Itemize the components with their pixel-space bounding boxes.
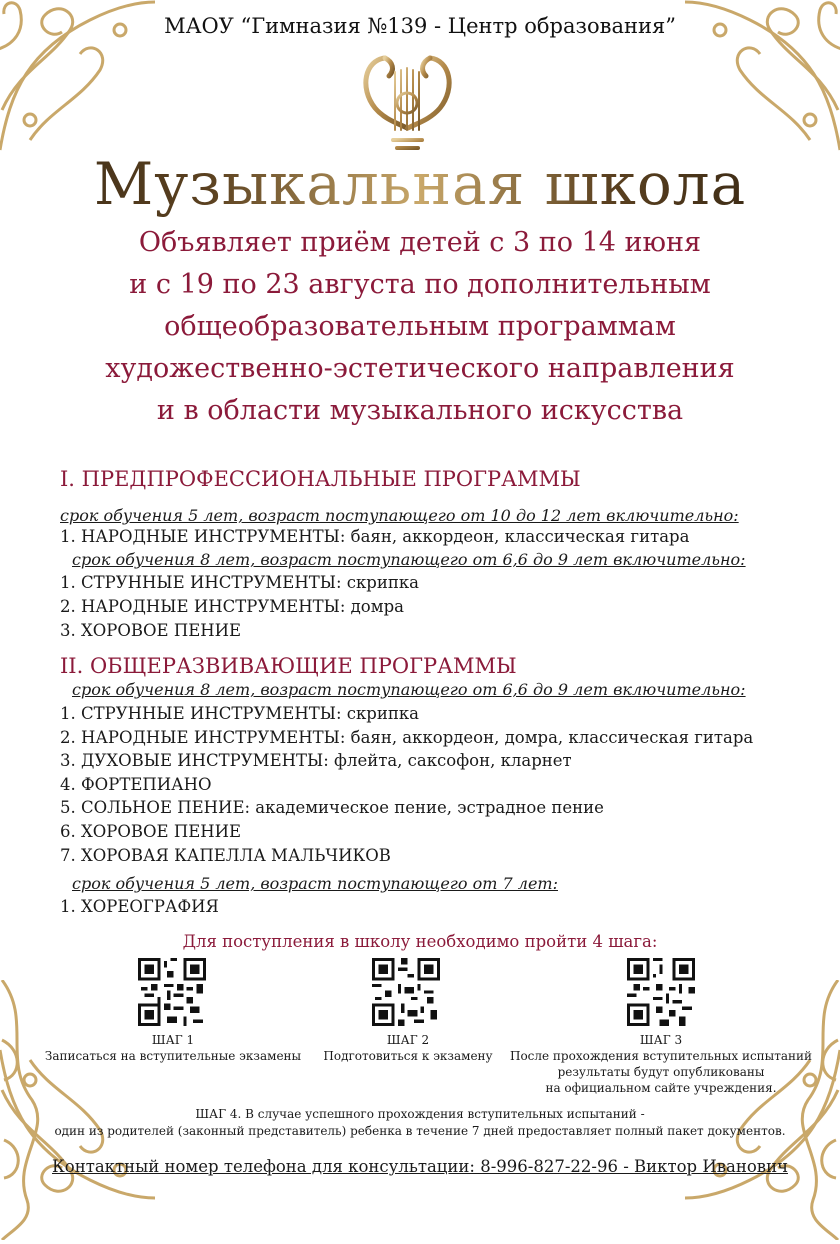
qr-code-step1[interactable] bbox=[138, 958, 206, 1026]
announcement-line: Объявляет приём детей с 3 по 14 июня bbox=[138, 227, 702, 258]
organization-name: МАОУ “Гимназия №139 - Центр образования” bbox=[164, 14, 676, 38]
program-item: 6. ХОРОВОЕ ПЕНИЕ bbox=[60, 822, 242, 841]
program-item: 7. ХОРОВАЯ КАПЕЛЛА МАЛЬЧИКОВ bbox=[60, 846, 391, 865]
program-item: 1. ХОРЕОГРАФИЯ bbox=[60, 897, 219, 916]
announcement-line: художественно-эстетического направления bbox=[105, 353, 735, 384]
page-title: Музыкальная школа bbox=[0, 150, 840, 218]
step2-caption bbox=[310, 1032, 506, 1064]
program-item: 5. СОЛЬНОЕ ПЕНИЕ: академическое пение, эстрадное пение bbox=[60, 798, 604, 817]
study-condition: срок обучения 8 лет, возраст поступающего от 6,6 до 9 лет включительно: bbox=[72, 680, 746, 699]
qr-code-step2[interactable] bbox=[372, 958, 440, 1026]
program-item: 1. НАРОДНЫЕ ИНСТРУМЕНТЫ: баян, аккордеон, классическая гитара bbox=[60, 527, 690, 546]
step3-text: После прохождения вступительных испытаний bbox=[509, 1049, 812, 1063]
step2-text: Подготовиться к экзамену bbox=[323, 1049, 493, 1063]
step4-line: ШАГ 4. В случае успешного прохождения вступительных испытаний - bbox=[195, 1107, 645, 1121]
lyre-icon bbox=[355, 48, 460, 158]
section-title-general: II. ОБЩЕРАЗВИВАЮЩИЕ ПРОГРАММЫ bbox=[60, 654, 517, 678]
step4-line: один из родителей (законный представитель) ребенка в течение 7 дней предоставляет полный пакет документов. bbox=[54, 1124, 786, 1138]
step1-title: ШАГ 1 bbox=[151, 1033, 195, 1047]
program-item: 3. ДУХОВЫЕ ИНСТРУМЕНТЫ: флейта, саксофон, кларнет bbox=[60, 751, 572, 770]
step4-text bbox=[0, 1106, 840, 1140]
qr-code-step3[interactable] bbox=[627, 958, 695, 1026]
announcement-line: и с 19 по 23 августа по дополнительным bbox=[129, 269, 711, 300]
step3-caption bbox=[508, 1032, 814, 1096]
announcement-line: общеобразовательным программам bbox=[164, 311, 676, 342]
program-item: 1. СТРУННЫЕ ИНСТРУМЕНТЫ: скрипка bbox=[60, 704, 420, 723]
step3-text: на официальном сайте учреждения. bbox=[545, 1081, 777, 1095]
study-condition: срок обучения 8 лет, возраст поступающего от 6,6 до 9 лет включительно: bbox=[72, 550, 746, 569]
program-item: 1. СТРУННЫЕ ИНСТРУМЕНТЫ: скрипка bbox=[60, 573, 420, 592]
step1-caption bbox=[40, 1032, 306, 1064]
program-item: 3. ХОРОВОЕ ПЕНИЕ bbox=[60, 621, 242, 640]
announcement-line: и в области музыкального искусства bbox=[156, 395, 684, 426]
step2-title: ШАГ 2 bbox=[386, 1033, 430, 1047]
steps-heading: Для поступления в школу необходимо пройти 4 шага: bbox=[182, 932, 658, 951]
program-item: 2. НАРОДНЫЕ ИНСТРУМЕНТЫ: баян, аккордеон, домра, классическая гитара bbox=[60, 728, 754, 747]
program-item: 2. НАРОДНЫЕ ИНСТРУМЕНТЫ: домра bbox=[60, 597, 404, 616]
step3-text: результаты будут опубликованы bbox=[557, 1065, 765, 1079]
step3-title: ШАГ 3 bbox=[639, 1033, 683, 1047]
section-title-preprofessional: I. ПРЕДПРОФЕССИОНАЛЬНЫЕ ПРОГРАММЫ bbox=[60, 467, 581, 491]
study-condition: срок обучения 5 лет, возраст поступающего от 7 лет: bbox=[72, 874, 558, 893]
announcement bbox=[0, 222, 840, 432]
contact-phone: Контактный номер телефона для консультации: 8-996-827-22-96 - Виктор Иванович bbox=[52, 1157, 788, 1176]
program-item: 4. ФОРТЕПИАНО bbox=[60, 775, 212, 794]
study-condition: срок обучения 5 лет, возраст поступающего от 10 до 12 лет включительно: bbox=[60, 506, 739, 525]
step1-text: Записаться на вступительные экзамены bbox=[44, 1049, 302, 1063]
